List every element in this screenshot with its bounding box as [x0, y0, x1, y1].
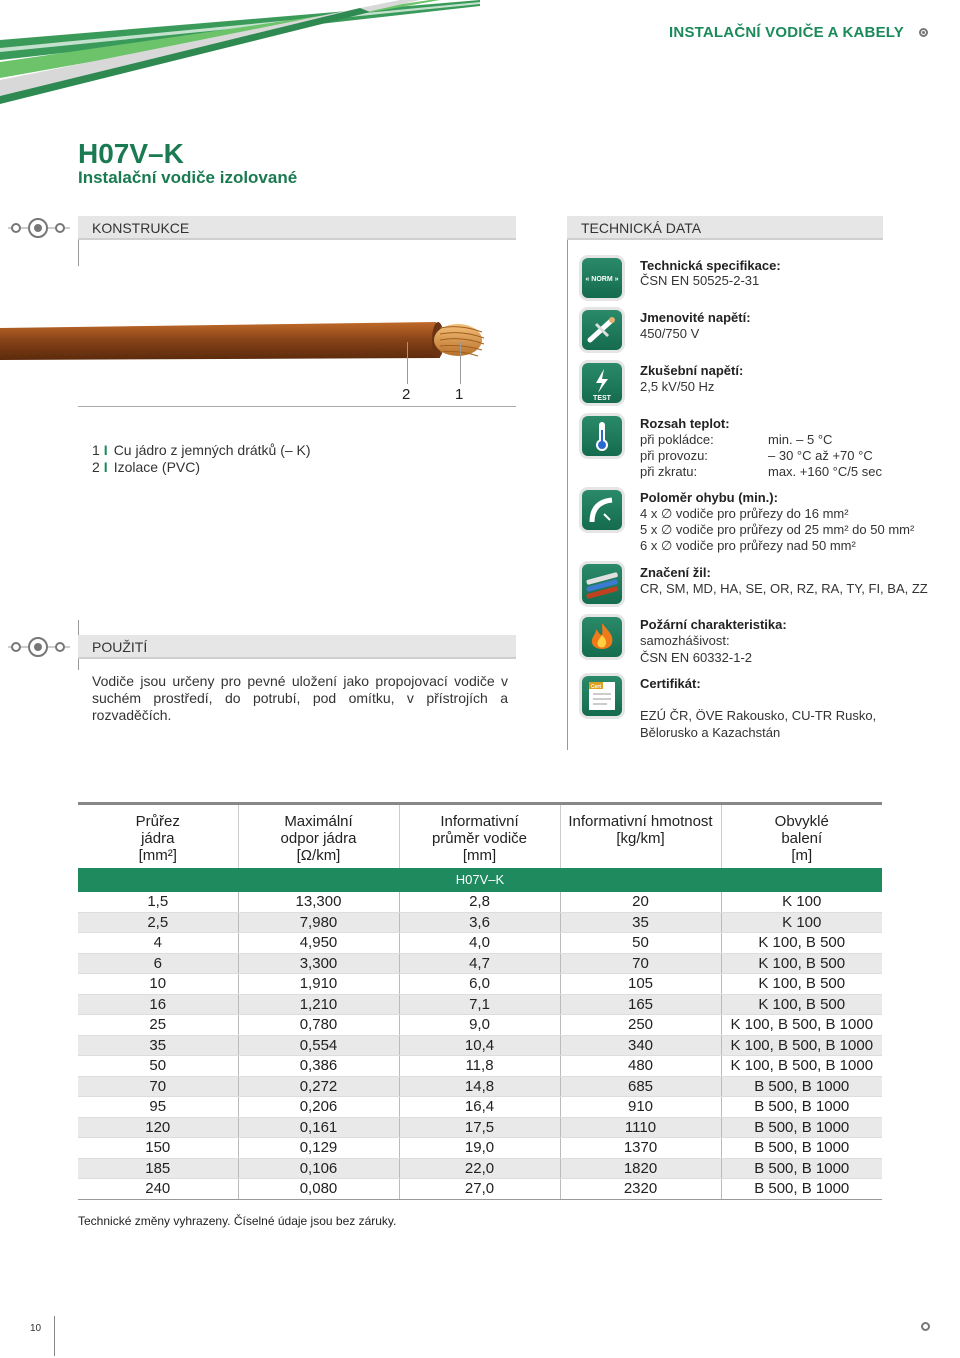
spec-label: Technická specifikace:	[640, 258, 781, 273]
table-row	[78, 1158, 882, 1179]
table-cell: 340	[560, 1035, 721, 1056]
fire-standard: ČSN EN 60332-1-2	[640, 650, 752, 665]
table-cell: 2,5	[78, 912, 238, 933]
table-cell: 27,0	[399, 1179, 560, 1200]
table-cell: 120	[78, 1117, 238, 1138]
table-cell: K 100, B 500, B 1000	[721, 1056, 882, 1077]
divider	[54, 1316, 55, 1356]
table-cell: 6	[78, 953, 238, 974]
header-title: INSTALAČNÍ VODIČE A KABELY	[669, 24, 904, 41]
legend-separator: I	[103, 442, 108, 458]
table-cell: B 500, B 1000	[721, 1158, 882, 1179]
table-cell: 25	[78, 1015, 238, 1036]
legend-item	[92, 459, 200, 475]
table-row	[78, 912, 882, 933]
table-cell: K 100, B 500	[721, 953, 882, 974]
temp-key: při provozu:	[640, 448, 708, 463]
table-row	[78, 994, 882, 1015]
table-cell: 1,5	[78, 892, 238, 913]
table-cell: 0,106	[238, 1158, 399, 1179]
callout-number: 1	[455, 386, 464, 403]
table-row	[78, 953, 882, 974]
table-row	[78, 974, 882, 995]
table-cell: 70	[78, 1076, 238, 1097]
spec-value: ČSN EN 50525-2-31	[640, 273, 760, 288]
table-cell: 95	[78, 1097, 238, 1118]
table-row	[78, 1035, 882, 1056]
voltage-label: Jmenovité napětí:	[640, 310, 751, 325]
temp-value: max. +160 °C/5 sec	[768, 464, 882, 479]
table-cell: 240	[78, 1179, 238, 1200]
temp-value: min. – 5 °C	[768, 432, 833, 447]
cores-value: CR, SM, MD, HA, SE, OR, RZ, RA, TY, FI, BA, ZZ	[640, 581, 928, 596]
table-cell: 0,386	[238, 1056, 399, 1077]
section-bullet-icon	[8, 216, 70, 240]
table-cell: 685	[560, 1076, 721, 1097]
bend-label: Poloměr ohybu (min.):	[640, 490, 778, 505]
table-cell: 7,980	[238, 912, 399, 933]
cable-voltage-icon	[582, 310, 622, 350]
table-row	[78, 1015, 882, 1036]
table-cell: K 100	[721, 892, 882, 913]
header-cable-graphic	[0, 0, 480, 110]
test-label: Zkušební napětí:	[640, 363, 744, 378]
table-cell: 16	[78, 994, 238, 1015]
legend-separator: I	[103, 459, 108, 475]
table-cell: 1820	[560, 1158, 721, 1179]
temp-key: při zkratu:	[640, 464, 698, 479]
table-row	[78, 1179, 882, 1200]
table-cell: 0,129	[238, 1138, 399, 1159]
page-number: 10	[30, 1323, 42, 1334]
table-cell: 480	[560, 1056, 721, 1077]
header-bullet-icon	[919, 28, 928, 37]
usage-text: Vodiče jsou určeny pro pevné uložení jako propojovací vodiče v suchém prostředí, do potrubí, pod omítku, v přístrojích a rozvaděčích.	[92, 673, 508, 723]
table-cell: 4,7	[399, 953, 560, 974]
table-cell: 1110	[560, 1117, 721, 1138]
table-cell: 10,4	[399, 1035, 560, 1056]
table-row	[78, 1076, 882, 1097]
table-cell: 1,910	[238, 974, 399, 995]
table-cell: 50	[560, 933, 721, 954]
table-cell: 16,4	[399, 1097, 560, 1118]
cable-data-table	[78, 802, 882, 1200]
section-bullet-icon	[8, 635, 70, 659]
product-code: H07V–K	[78, 138, 184, 169]
table-cell: 9,0	[399, 1015, 560, 1036]
table-cell: 0,206	[238, 1097, 399, 1118]
product-subtitle: Instalační vodiče izolované	[78, 168, 298, 187]
footnote: Technické změny vyhrazeny. Číselné údaje jsou bez záruky.	[78, 1214, 397, 1228]
temp-label: Rozsah teplot:	[640, 416, 730, 431]
table-cell: 20	[560, 892, 721, 913]
table-cell: B 500, B 1000	[721, 1138, 882, 1159]
table-cell: B 500, B 1000	[721, 1076, 882, 1097]
table-cell: 3,6	[399, 912, 560, 933]
table-cell: 3,300	[238, 953, 399, 974]
table-cell: K 100, B 500	[721, 933, 882, 954]
bend-row: 4 x ∅ vodiče pro průřezy do 16 mm²	[640, 506, 849, 521]
voltage-value: 450/750 V	[640, 326, 700, 341]
legend-item	[92, 442, 311, 458]
table-header: Informativní průměr vodiče [mm]	[399, 804, 560, 868]
table-cell: B 500, B 1000	[721, 1179, 882, 1200]
cert-icon-text: Cert	[590, 684, 602, 690]
table-cell: 4,0	[399, 933, 560, 954]
cert-value: EZÚ ČR, ÖVE Rakousko, CU-TR Rusko, Bělorusko a Kazachstán	[640, 708, 877, 740]
temp-key: při pokládce:	[640, 432, 714, 447]
table-cell: 0,272	[238, 1076, 399, 1097]
tech-heading: TECHNICKÁ DATA	[567, 216, 883, 240]
table-cell: 185	[78, 1158, 238, 1179]
test-voltage-icon	[582, 363, 622, 403]
table-cell: 250	[560, 1015, 721, 1036]
table-cell: 4,950	[238, 933, 399, 954]
bend-radius-icon	[582, 490, 622, 530]
wire-colors-icon	[582, 564, 622, 604]
cores-label: Značení žil:	[640, 565, 711, 580]
table-cell: 4	[78, 933, 238, 954]
construction-heading: KONSTRUKCE	[78, 216, 516, 240]
table-cell: 14,8	[399, 1076, 560, 1097]
table-cell: K 100, B 500	[721, 994, 882, 1015]
table-cell: B 500, B 1000	[721, 1117, 882, 1138]
table-header: Maximální odpor jádra [Ω/km]	[238, 804, 399, 868]
table-cell: 165	[560, 994, 721, 1015]
table-cell: 0,554	[238, 1035, 399, 1056]
table-cell: 17,5	[399, 1117, 560, 1138]
table-cell: 35	[78, 1035, 238, 1056]
table-cell: B 500, B 1000	[721, 1097, 882, 1118]
table-row	[78, 1117, 882, 1138]
table-cell: 22,0	[399, 1158, 560, 1179]
certificate-icon	[582, 676, 622, 716]
divider	[78, 406, 516, 407]
table-cell: 13,300	[238, 892, 399, 913]
table-cell: 19,0	[399, 1138, 560, 1159]
table-cell: 6,0	[399, 974, 560, 995]
table-cell: 70	[560, 953, 721, 974]
table-cell: K 100, B 500, B 1000	[721, 1035, 882, 1056]
table-cell: 1,210	[238, 994, 399, 1015]
thermometer-icon	[582, 416, 622, 456]
table-cell: 35	[560, 912, 721, 933]
table-cell: 50	[78, 1056, 238, 1077]
fire-value: samozhášivost:	[640, 633, 730, 648]
table-cell: K 100	[721, 912, 882, 933]
footer-bullet-icon	[921, 1322, 930, 1331]
table-cell: 910	[560, 1097, 721, 1118]
table-group-row: H07V–K	[78, 868, 882, 892]
table-cell: 2320	[560, 1179, 721, 1200]
table-cell: 10	[78, 974, 238, 995]
table-cell: 0,161	[238, 1117, 399, 1138]
table-header: Průřez jádra [mm²]	[78, 804, 238, 868]
divider	[567, 216, 568, 750]
table-row	[78, 1056, 882, 1077]
table-row	[78, 1138, 882, 1159]
callout-line	[460, 342, 461, 384]
norm-icon-text: « NORM »	[585, 276, 619, 283]
bend-row: 5 x ∅ vodiče pro průřezy od 25 mm² do 50 mm²	[640, 522, 915, 537]
table-cell: 0,080	[238, 1179, 399, 1200]
table-cell: 150	[78, 1138, 238, 1159]
usage-heading: POUŽITÍ	[78, 635, 516, 659]
legend-number: 1	[92, 442, 100, 458]
test-icon-text: TEST	[593, 395, 611, 402]
table-row	[78, 1097, 882, 1118]
callout-number: 2	[402, 386, 411, 403]
table-cell: 7,1	[399, 994, 560, 1015]
table-cell: 105	[560, 974, 721, 995]
legend-text: Izolace (PVC)	[113, 459, 201, 475]
table-header: Obvyklé balení [m]	[721, 804, 882, 868]
callout-line	[407, 342, 408, 384]
table-cell: K 100, B 500	[721, 974, 882, 995]
table-header: Informativní hmotnost [kg/km]	[560, 804, 721, 868]
table-cell: 11,8	[399, 1056, 560, 1077]
flame-icon	[582, 617, 622, 657]
legend-text: Cu jádro z jemných drátků (– K)	[113, 442, 311, 458]
table-row	[78, 892, 882, 913]
table-cell: 1370	[560, 1138, 721, 1159]
table-cell: 2,8	[399, 892, 560, 913]
table-row	[78, 933, 882, 954]
table-cell: 0,780	[238, 1015, 399, 1036]
table-cell: K 100, B 500, B 1000	[721, 1015, 882, 1036]
legend-number: 2	[92, 459, 100, 475]
cable-image	[0, 318, 500, 374]
norm-icon	[582, 258, 622, 298]
bend-row: 6 x ∅ vodiče pro průřezy nad 50 mm²	[640, 538, 856, 553]
cert-label: Certifikát:	[640, 676, 701, 691]
test-value: 2,5 kV/50 Hz	[640, 379, 715, 394]
temp-value: – 30 °C až +70 °C	[768, 448, 873, 463]
fire-label: Požární charakteristika:	[640, 617, 787, 632]
